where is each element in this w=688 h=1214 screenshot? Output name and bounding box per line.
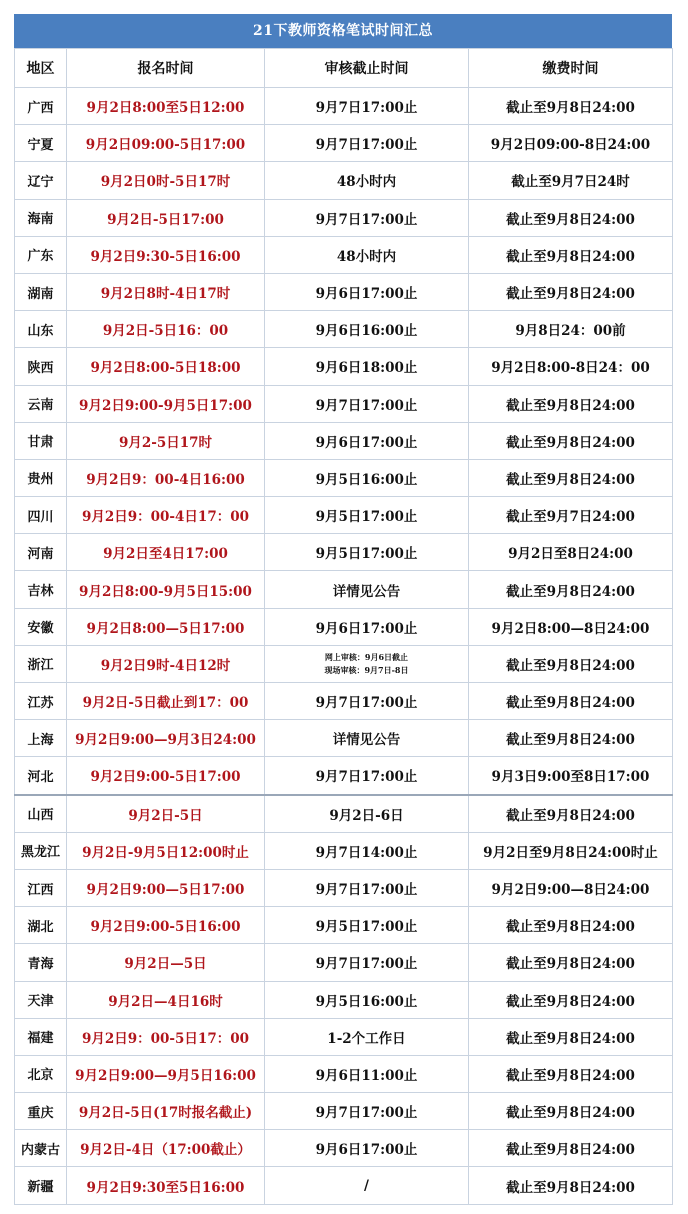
cell-audit-deadline: 9月5日17:00止: [265, 497, 469, 534]
cell-region: 广西: [15, 88, 67, 125]
table-row: [15, 608, 673, 645]
table-row: [15, 1018, 673, 1055]
cell-audit-deadline: 9月7日17:00止: [265, 125, 469, 162]
cell-audit-deadline: 9月5日16:00止: [265, 459, 469, 496]
cell-region: 江西: [15, 869, 67, 906]
header-row: [15, 49, 673, 88]
cell-audit-deadline: 9月7日17:00止: [265, 683, 469, 720]
table-row: [15, 422, 673, 459]
table-row: [15, 497, 673, 534]
table-body: [15, 88, 673, 1205]
cell-region: 河北: [15, 757, 67, 795]
table-row: [15, 981, 673, 1018]
cell-registration-time: 9月2日-4日（17:00截止）: [67, 1130, 265, 1167]
cell-region: 贵州: [15, 459, 67, 496]
cell-region: 天津: [15, 981, 67, 1018]
cell-payment-time: 截止至9月8日24:00: [469, 1018, 673, 1055]
cell-payment-time: 截止至9月8日24:00: [469, 795, 673, 833]
cell-payment-time: 9月3日9:00至8日17:00: [469, 757, 673, 795]
table-row: [15, 199, 673, 236]
cell-region: 湖南: [15, 273, 67, 310]
cell-registration-time: 9月2日9:30至5日16:00: [67, 1167, 265, 1204]
cell-registration-time: 9月2日-5日(17时报名截止): [67, 1093, 265, 1130]
table-row: [15, 348, 673, 385]
cell-payment-time: 截止至9月8日24:00: [469, 236, 673, 273]
cell-registration-time: 9月2日9：00-4日16:00: [67, 459, 265, 496]
cell-payment-time: 截止至9月8日24:00: [469, 1093, 673, 1130]
table-row: [15, 385, 673, 422]
cell-payment-time: 截止至9月8日24:00: [469, 944, 673, 981]
cell-region: 安徽: [15, 608, 67, 645]
cell-registration-time: 9月2日0时-5日17时: [67, 162, 265, 199]
cell-registration-time: 9月2日-5日: [67, 795, 265, 833]
cell-region: 云南: [15, 385, 67, 422]
cell-region: 福建: [15, 1018, 67, 1055]
cell-region: 浙江: [15, 645, 67, 682]
cell-region: 河南: [15, 534, 67, 571]
cell-audit-deadline: 9月7日17:00止: [265, 385, 469, 422]
cell-audit-deadline: 9月5日16:00止: [265, 981, 469, 1018]
cell-audit-deadline: 48小时内: [265, 162, 469, 199]
table-row: [15, 757, 673, 795]
cell-audit-deadline: 9月7日17:00止: [265, 88, 469, 125]
table-row: [15, 571, 673, 608]
cell-audit-deadline: 9月7日17:00止: [265, 757, 469, 795]
cell-payment-time: 截止至9月8日24:00: [469, 1055, 673, 1092]
cell-audit-deadline: 9月2日-6日: [265, 795, 469, 833]
cell-payment-time: 截止至9月7日24时: [469, 162, 673, 199]
audit-onsite-note: 现场审核：9月7日-8日: [324, 664, 409, 675]
cell-registration-time: 9月2日-5日17:00: [67, 199, 265, 236]
table-row: [15, 88, 673, 125]
cell-payment-time: 9月2日8:00-8日24：00: [469, 348, 673, 385]
cell-payment-time: 9月2日至8日24:00: [469, 534, 673, 571]
cell-payment-time: 截止至9月8日24:00: [469, 273, 673, 310]
cell-payment-time: 截止至9月8日24:00: [469, 422, 673, 459]
cell-registration-time: 9月2日9:00-9月5日17:00: [67, 385, 265, 422]
cell-payment-time: 9月2日8:00—8日24:00: [469, 608, 673, 645]
header-payment-time: 缴费时间: [469, 49, 673, 88]
cell-audit-deadline: 9月5日17:00止: [265, 534, 469, 571]
table-row: [15, 832, 673, 869]
schedule-table: [14, 48, 673, 1205]
cell-audit-deadline: 9月6日17:00止: [265, 422, 469, 459]
cell-audit-deadline: 9月7日17:00止: [265, 1093, 469, 1130]
cell-registration-time: 9月2日—5日: [67, 944, 265, 981]
cell-audit-deadline: 9月5日17:00止: [265, 907, 469, 944]
table-row: [15, 311, 673, 348]
cell-registration-time: 9月2日9：00-4日17：00: [67, 497, 265, 534]
cell-registration-time: 9月2日9：00-5日17：00: [67, 1018, 265, 1055]
cell-registration-time: 9月2日8:00至5日12:00: [67, 88, 265, 125]
table-row: [15, 907, 673, 944]
table-row: [15, 125, 673, 162]
cell-payment-time: 截止至9月8日24:00: [469, 683, 673, 720]
cell-payment-time: 截止至9月7日24:00: [469, 497, 673, 534]
cell-registration-time: 9月2日9:00-5日17:00: [67, 757, 265, 795]
cell-payment-time: 截止至9月8日24:00: [469, 459, 673, 496]
cell-audit-deadline: /: [265, 1167, 469, 1204]
table-row: [15, 645, 673, 682]
cell-registration-time: 9月2日8时-4日17时: [67, 273, 265, 310]
cell-audit-deadline: 9月6日17:00止: [265, 608, 469, 645]
cell-region: 海南: [15, 199, 67, 236]
cell-audit-deadline: 9月6日18:00止: [265, 348, 469, 385]
cell-audit-deadline: 9月7日17:00止: [265, 944, 469, 981]
cell-region: 黑龙江: [15, 832, 67, 869]
table-row: [15, 720, 673, 757]
cell-audit-deadline: 详情见公告: [265, 720, 469, 757]
table-row: [15, 1130, 673, 1167]
cell-registration-time: 9月2日9:30-5日16:00: [67, 236, 265, 273]
cell-region: 宁夏: [15, 125, 67, 162]
cell-payment-time: 截止至9月8日24:00: [469, 385, 673, 422]
cell-audit-deadline: 48小时内: [265, 236, 469, 273]
table-row: [15, 162, 673, 199]
cell-region: 新疆: [15, 1167, 67, 1204]
cell-region: 四川: [15, 497, 67, 534]
table-row: [15, 944, 673, 981]
cell-region: 山东: [15, 311, 67, 348]
table-row: [15, 869, 673, 906]
cell-registration-time: 9月2日9:00—9月3日24:00: [67, 720, 265, 757]
cell-registration-time: 9月2日9时-4日12时: [67, 645, 265, 682]
cell-registration-time: 9月2日9:00—9月5日16:00: [67, 1055, 265, 1092]
cell-audit-deadline: 9月7日17:00止: [265, 199, 469, 236]
cell-payment-time: 截止至9月8日24:00: [469, 981, 673, 1018]
table-row: [15, 1093, 673, 1130]
cell-region: 陕西: [15, 348, 67, 385]
cell-audit-deadline: 9月6日17:00止: [265, 1130, 469, 1167]
cell-payment-time: 截止至9月8日24:00: [469, 645, 673, 682]
table-title: 21下教师资格笔试时间汇总: [14, 14, 672, 48]
cell-registration-time: 9月2-5日17时: [67, 422, 265, 459]
cell-registration-time: 9月2日—4日16时: [67, 981, 265, 1018]
table-row: [15, 236, 673, 273]
cell-region: 江苏: [15, 683, 67, 720]
table-row: [15, 534, 673, 571]
cell-payment-time: 截止至9月8日24:00: [469, 199, 673, 236]
cell-region: 青海: [15, 944, 67, 981]
header-region: 地区: [15, 49, 67, 88]
cell-payment-time: 9月8日24：00前: [469, 311, 673, 348]
cell-payment-time: 截止至9月8日24:00: [469, 571, 673, 608]
cell-region: 辽宁: [15, 162, 67, 199]
cell-region: 吉林: [15, 571, 67, 608]
cell-audit-deadline: 1-2个工作日: [265, 1018, 469, 1055]
cell-registration-time: 9月2日9:00-5日16:00: [67, 907, 265, 944]
cell-payment-time: 9月2日至9月8日24:00时止: [469, 832, 673, 869]
cell-region: 湖北: [15, 907, 67, 944]
table-row: [15, 1055, 673, 1092]
cell-registration-time: 9月2日-9月5日12:00时止: [67, 832, 265, 869]
cell-payment-time: 截止至9月8日24:00: [469, 1130, 673, 1167]
cell-audit-deadline: [265, 645, 469, 682]
cell-registration-time: 9月2日9:00—5日17:00: [67, 869, 265, 906]
cell-registration-time: 9月2日-5日截止到17：00: [67, 683, 265, 720]
cell-audit-deadline: 9月7日17:00止: [265, 869, 469, 906]
schedule-document: [14, 14, 672, 1205]
cell-registration-time: 9月2日至4日17:00: [67, 534, 265, 571]
cell-audit-deadline: 9月6日17:00止: [265, 273, 469, 310]
cell-region: 山西: [15, 795, 67, 833]
cell-payment-time: 9月2日09:00-8日24:00: [469, 125, 673, 162]
header-audit-deadline: 审核截止时间: [265, 49, 469, 88]
cell-payment-time: 9月2日9:00—8日24:00: [469, 869, 673, 906]
cell-payment-time: 截止至9月8日24:00: [469, 1167, 673, 1204]
header-registration-time: 报名时间: [67, 49, 265, 88]
cell-region: 甘肃: [15, 422, 67, 459]
table-row: [15, 683, 673, 720]
cell-registration-time: 9月2日09:00-5日17:00: [67, 125, 265, 162]
table-row: [15, 1167, 673, 1204]
cell-audit-deadline: 9月6日16:00止: [265, 311, 469, 348]
table-row: [15, 795, 673, 833]
cell-region: 内蒙古: [15, 1130, 67, 1167]
cell-region: 北京: [15, 1055, 67, 1092]
cell-region: 上海: [15, 720, 67, 757]
cell-registration-time: 9月2日8:00—5日17:00: [67, 608, 265, 645]
cell-payment-time: 截止至9月8日24:00: [469, 907, 673, 944]
table-row: [15, 459, 673, 496]
cell-payment-time: 截止至9月8日24:00: [469, 720, 673, 757]
cell-registration-time: 9月2日8:00-5日18:00: [67, 348, 265, 385]
cell-registration-time: 9月2日-5日16：00: [67, 311, 265, 348]
cell-audit-deadline: 详情见公告: [265, 571, 469, 608]
cell-region: 广东: [15, 236, 67, 273]
cell-registration-time: 9月2日8:00-9月5日15:00: [67, 571, 265, 608]
cell-audit-deadline: 9月7日14:00止: [265, 832, 469, 869]
cell-payment-time: 截止至9月8日24:00: [469, 88, 673, 125]
cell-audit-deadline: 9月6日11:00止: [265, 1055, 469, 1092]
cell-region: 重庆: [15, 1093, 67, 1130]
audit-online-note: 网上审核：9月6日截止: [324, 651, 409, 662]
table-row: [15, 273, 673, 310]
